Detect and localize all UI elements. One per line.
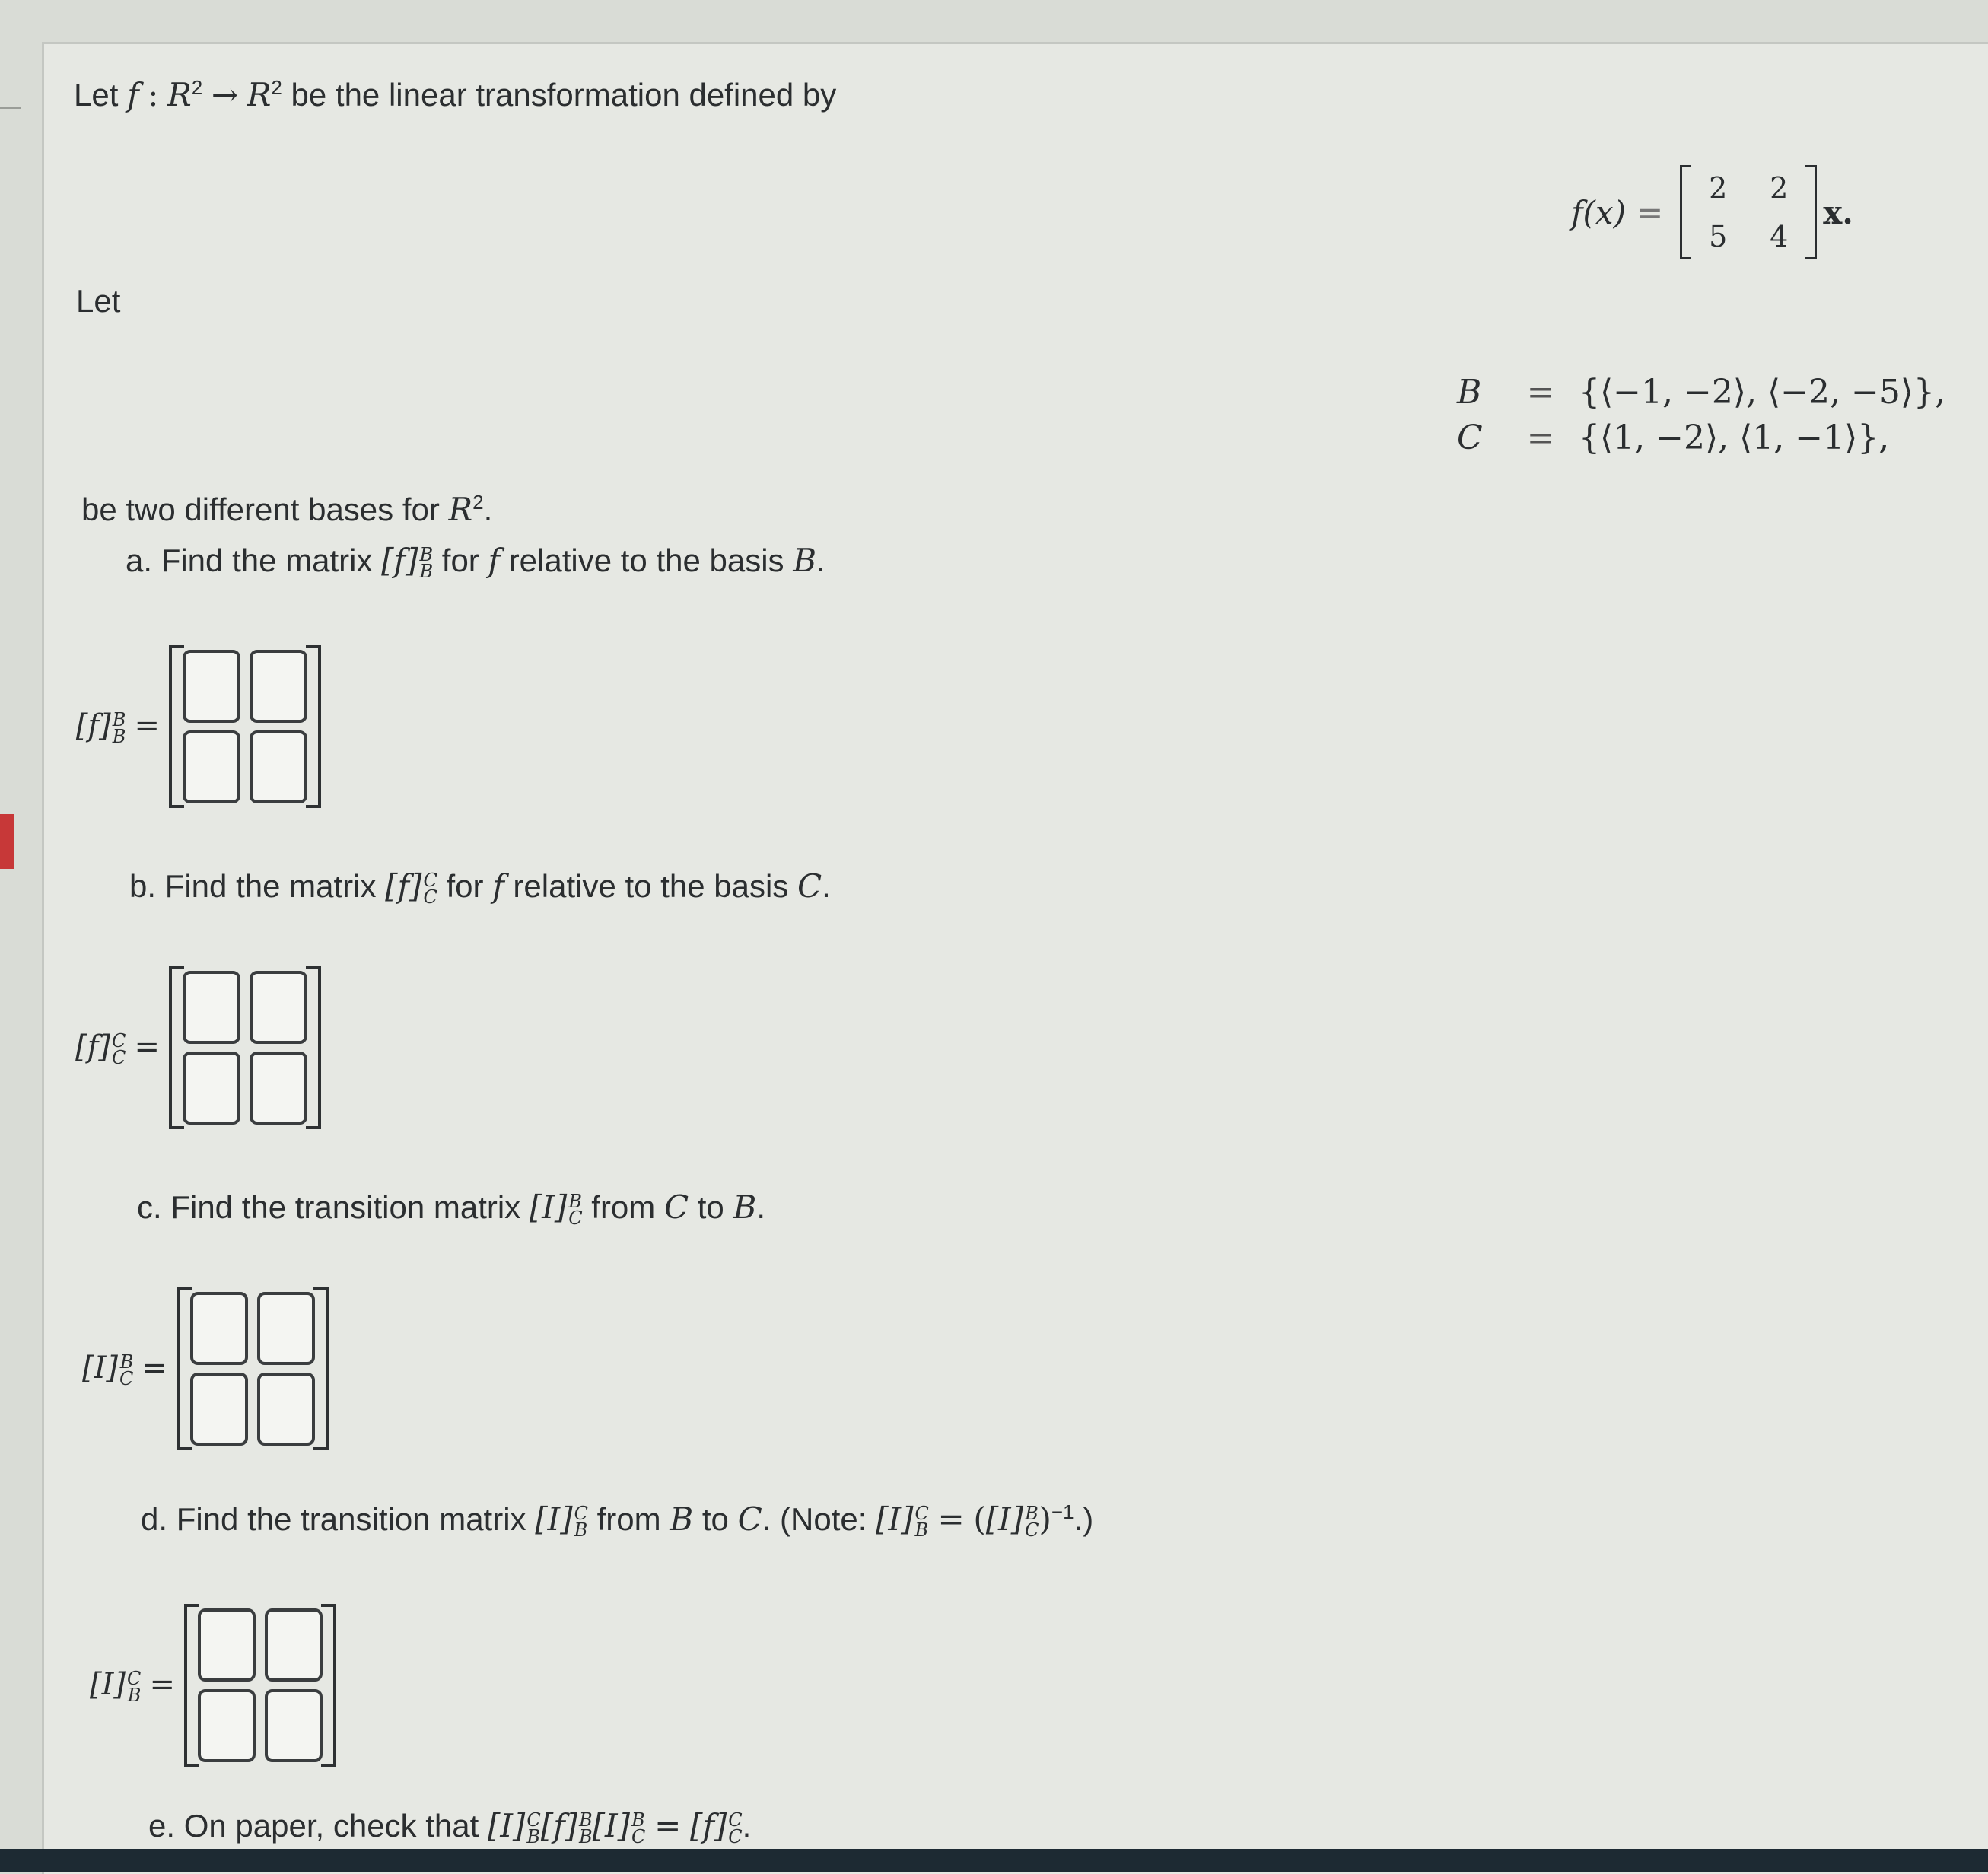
part-e-t1: [I] bbox=[487, 1807, 526, 1844]
domain-exp: 2 bbox=[191, 76, 203, 99]
answer-a-sub: B bbox=[112, 725, 126, 747]
part-d-sup: C bbox=[574, 1502, 588, 1524]
answer-d-sup: C bbox=[126, 1667, 142, 1689]
part-e-eq: = bbox=[654, 1807, 682, 1844]
matrix-cell: 2 bbox=[1770, 171, 1789, 205]
part-a-symbol: [f] bbox=[381, 542, 418, 579]
part-d-note-open-paren: ( bbox=[973, 1500, 986, 1538]
part-c-symbol: [I] bbox=[529, 1188, 568, 1226]
part-d-note-exp: −1 bbox=[1051, 1500, 1074, 1523]
matrix-entry-input[interactable] bbox=[183, 1052, 240, 1125]
part-e-t4-sub: C bbox=[728, 1825, 743, 1847]
part-b-prefix: b. Find the matrix bbox=[129, 868, 377, 904]
part-d-from: from bbox=[596, 1501, 661, 1537]
basis-C-equals: = bbox=[1526, 418, 1555, 457]
definition-matrix bbox=[1680, 164, 1817, 261]
question-panel bbox=[42, 42, 1988, 1874]
definition-lhs: f(x) bbox=[1571, 193, 1627, 231]
part-e-t1-sup: C bbox=[526, 1809, 541, 1831]
part-e-t3-sub: C bbox=[631, 1825, 646, 1847]
bases-note-period: . bbox=[483, 492, 493, 527]
matrix-entry-input[interactable] bbox=[183, 971, 240, 1044]
part-d-note-close: .) bbox=[1074, 1501, 1094, 1537]
part-e-t3-sup: B bbox=[631, 1809, 645, 1831]
definition-equals: = bbox=[1637, 193, 1664, 231]
answer-c-sub: C bbox=[119, 1367, 134, 1389]
matrix-cell: 4 bbox=[1770, 220, 1789, 253]
part-d-note-inner: [I] bbox=[985, 1500, 1024, 1538]
matrix-entry-input[interactable] bbox=[190, 1292, 248, 1365]
answer-a-sym: [f] bbox=[75, 708, 111, 744]
matrix-entry-input[interactable] bbox=[250, 650, 307, 723]
bases-note-R: R bbox=[448, 491, 473, 528]
answer-c-sup: B bbox=[119, 1351, 134, 1373]
function-symbol: f bbox=[127, 76, 139, 113]
domain-R: R bbox=[167, 76, 192, 113]
part-b-prompt bbox=[129, 867, 831, 908]
matrix-entry-input[interactable] bbox=[265, 1608, 323, 1682]
part-d-note-symbol: [I] bbox=[876, 1500, 914, 1538]
part-e-prompt bbox=[148, 1807, 751, 1845]
matrix-input-grid bbox=[169, 645, 321, 808]
part-e-prefix: e. On paper, check that bbox=[148, 1808, 479, 1844]
part-d-prefix: d. Find the transition matrix bbox=[141, 1501, 526, 1537]
matrix-entry-input[interactable] bbox=[250, 1052, 307, 1125]
answer-matrix-a bbox=[42, 645, 321, 808]
matrix-cell: 5 bbox=[1709, 220, 1728, 253]
answer-b-sup: C bbox=[111, 1029, 126, 1052]
bases-note-exp: 2 bbox=[472, 491, 484, 514]
answer-c-sym: [I] bbox=[81, 1351, 118, 1386]
intro-sentence bbox=[74, 76, 836, 113]
part-e-end: . bbox=[742, 1808, 752, 1844]
part-a-prompt bbox=[126, 542, 825, 580]
matrix-entry-input[interactable] bbox=[250, 971, 307, 1044]
answer-c-eq: = bbox=[142, 1351, 167, 1386]
part-e-t2-sub: B bbox=[579, 1825, 593, 1847]
part-d-to: to bbox=[701, 1501, 729, 1537]
part-b-f: f bbox=[492, 867, 504, 905]
matrix-entry-input[interactable] bbox=[250, 730, 307, 803]
matrix-entry-input[interactable] bbox=[257, 1373, 315, 1446]
codomain-exp: 2 bbox=[271, 76, 282, 99]
part-d-note-sub: B bbox=[914, 1519, 929, 1541]
definition-rhs: x. bbox=[1823, 193, 1853, 231]
part-a-for: for bbox=[441, 542, 479, 578]
answer-a-eq: = bbox=[134, 708, 160, 744]
part-b-sup: C bbox=[423, 869, 437, 891]
part-a-prefix: a. Find the matrix bbox=[126, 542, 373, 578]
answer-matrix-b bbox=[42, 966, 321, 1129]
matrix-entry-input[interactable] bbox=[190, 1373, 248, 1446]
matrix-entry-input[interactable] bbox=[198, 1689, 256, 1762]
matrix-entry-input[interactable] bbox=[265, 1689, 323, 1762]
left-red-tab bbox=[0, 814, 14, 869]
answer-d-sub: B bbox=[127, 1684, 142, 1706]
part-d-note-inner-sup: B bbox=[1025, 1502, 1039, 1524]
answer-b-label bbox=[42, 1029, 160, 1068]
part-a-suffix: relative to the basis bbox=[508, 542, 784, 578]
part-d-src: B bbox=[670, 1500, 694, 1538]
part-a-sup: B bbox=[419, 543, 434, 565]
part-a-basis: B bbox=[793, 542, 817, 579]
bases-definition bbox=[1457, 371, 1945, 460]
matrix-input-grid bbox=[177, 1287, 329, 1450]
matrix-entry-input[interactable] bbox=[183, 650, 240, 723]
part-d-note-inner-sub: C bbox=[1025, 1519, 1039, 1541]
basis-C-value: {⟨1, −2⟩, ⟨1, −1⟩}, bbox=[1579, 418, 1890, 457]
part-c-src: C bbox=[663, 1188, 689, 1226]
part-c-prefix: c. Find the transition matrix bbox=[137, 1189, 521, 1225]
part-d-dst: C bbox=[737, 1500, 762, 1538]
part-d-note-eq: = bbox=[937, 1500, 965, 1538]
bases-note bbox=[81, 491, 492, 528]
answer-matrix-d bbox=[57, 1604, 336, 1767]
bases-note-text: be two different bases for bbox=[81, 492, 440, 527]
part-b-basis: C bbox=[797, 867, 822, 905]
colon: : bbox=[148, 76, 159, 113]
arrow-icon: → bbox=[211, 76, 239, 113]
part-c-from: from bbox=[591, 1189, 656, 1225]
part-d-prompt bbox=[141, 1500, 1094, 1541]
matrix-entry-input[interactable] bbox=[198, 1608, 256, 1682]
answer-matrix-c bbox=[49, 1287, 329, 1450]
part-d-note-sup: C bbox=[914, 1502, 929, 1524]
answer-d-eq: = bbox=[149, 1667, 175, 1703]
answer-d-sym: [I] bbox=[89, 1667, 126, 1703]
part-c-dst: B bbox=[733, 1188, 757, 1226]
matrix-entry-input[interactable] bbox=[183, 730, 240, 803]
matrix-input-grid bbox=[169, 966, 321, 1129]
part-c-sub: C bbox=[568, 1207, 583, 1229]
part-a-end: . bbox=[816, 542, 825, 578]
answer-a-label bbox=[42, 708, 160, 747]
intro-let: Let bbox=[74, 77, 119, 113]
left-edge-mark bbox=[0, 107, 21, 109]
answer-b-sym: [f] bbox=[75, 1029, 110, 1065]
let-label: Let bbox=[76, 283, 121, 319]
matrix-entry-input[interactable] bbox=[257, 1292, 315, 1365]
intro-text: be the linear transformation defined by bbox=[291, 77, 837, 113]
part-b-suffix: relative to the basis bbox=[513, 868, 789, 904]
part-b-for: for bbox=[446, 868, 484, 904]
part-e-t4-sup: C bbox=[728, 1809, 743, 1831]
definition-equation bbox=[1571, 164, 1853, 261]
part-e-t2-sup: B bbox=[579, 1809, 593, 1831]
part-b-end: . bbox=[822, 868, 831, 904]
codomain-R: R bbox=[247, 76, 272, 113]
part-d-note-close-paren: ) bbox=[1039, 1500, 1051, 1538]
matrix-input-grid bbox=[184, 1604, 336, 1767]
answer-b-sub: C bbox=[111, 1046, 126, 1068]
part-b-sub: C bbox=[423, 886, 437, 908]
answer-c-label bbox=[49, 1351, 167, 1389]
part-c-end: . bbox=[756, 1189, 766, 1225]
part-a-sub: B bbox=[419, 560, 434, 582]
part-b-symbol: [f] bbox=[385, 867, 422, 905]
part-c-prompt bbox=[137, 1188, 765, 1227]
part-e-t3: [I] bbox=[592, 1807, 631, 1844]
answer-d-label bbox=[57, 1667, 175, 1706]
part-e-t4: [f] bbox=[689, 1807, 727, 1844]
answer-b-eq: = bbox=[134, 1029, 160, 1065]
part-c-sup: B bbox=[568, 1190, 582, 1212]
part-e-t1-sub: B bbox=[526, 1825, 540, 1847]
matrix-cell: 2 bbox=[1709, 171, 1728, 205]
part-a-f: f bbox=[488, 542, 501, 579]
basis-C-name: C bbox=[1457, 418, 1483, 457]
basis-B-name: B bbox=[1457, 373, 1482, 412]
answer-a-sup: B bbox=[112, 708, 126, 730]
basis-B-value: {⟨−1, −2⟩, ⟨−2, −5⟩}, bbox=[1579, 373, 1946, 412]
part-d-symbol: [I] bbox=[535, 1500, 573, 1538]
bottom-dark-strip bbox=[0, 1849, 1988, 1872]
part-d-note-open: . (Note: bbox=[762, 1501, 867, 1537]
part-d-sub: B bbox=[574, 1519, 588, 1541]
part-e-t2: [f] bbox=[540, 1807, 578, 1844]
basis-B-equals: = bbox=[1526, 373, 1555, 412]
part-c-to: to bbox=[697, 1189, 724, 1225]
